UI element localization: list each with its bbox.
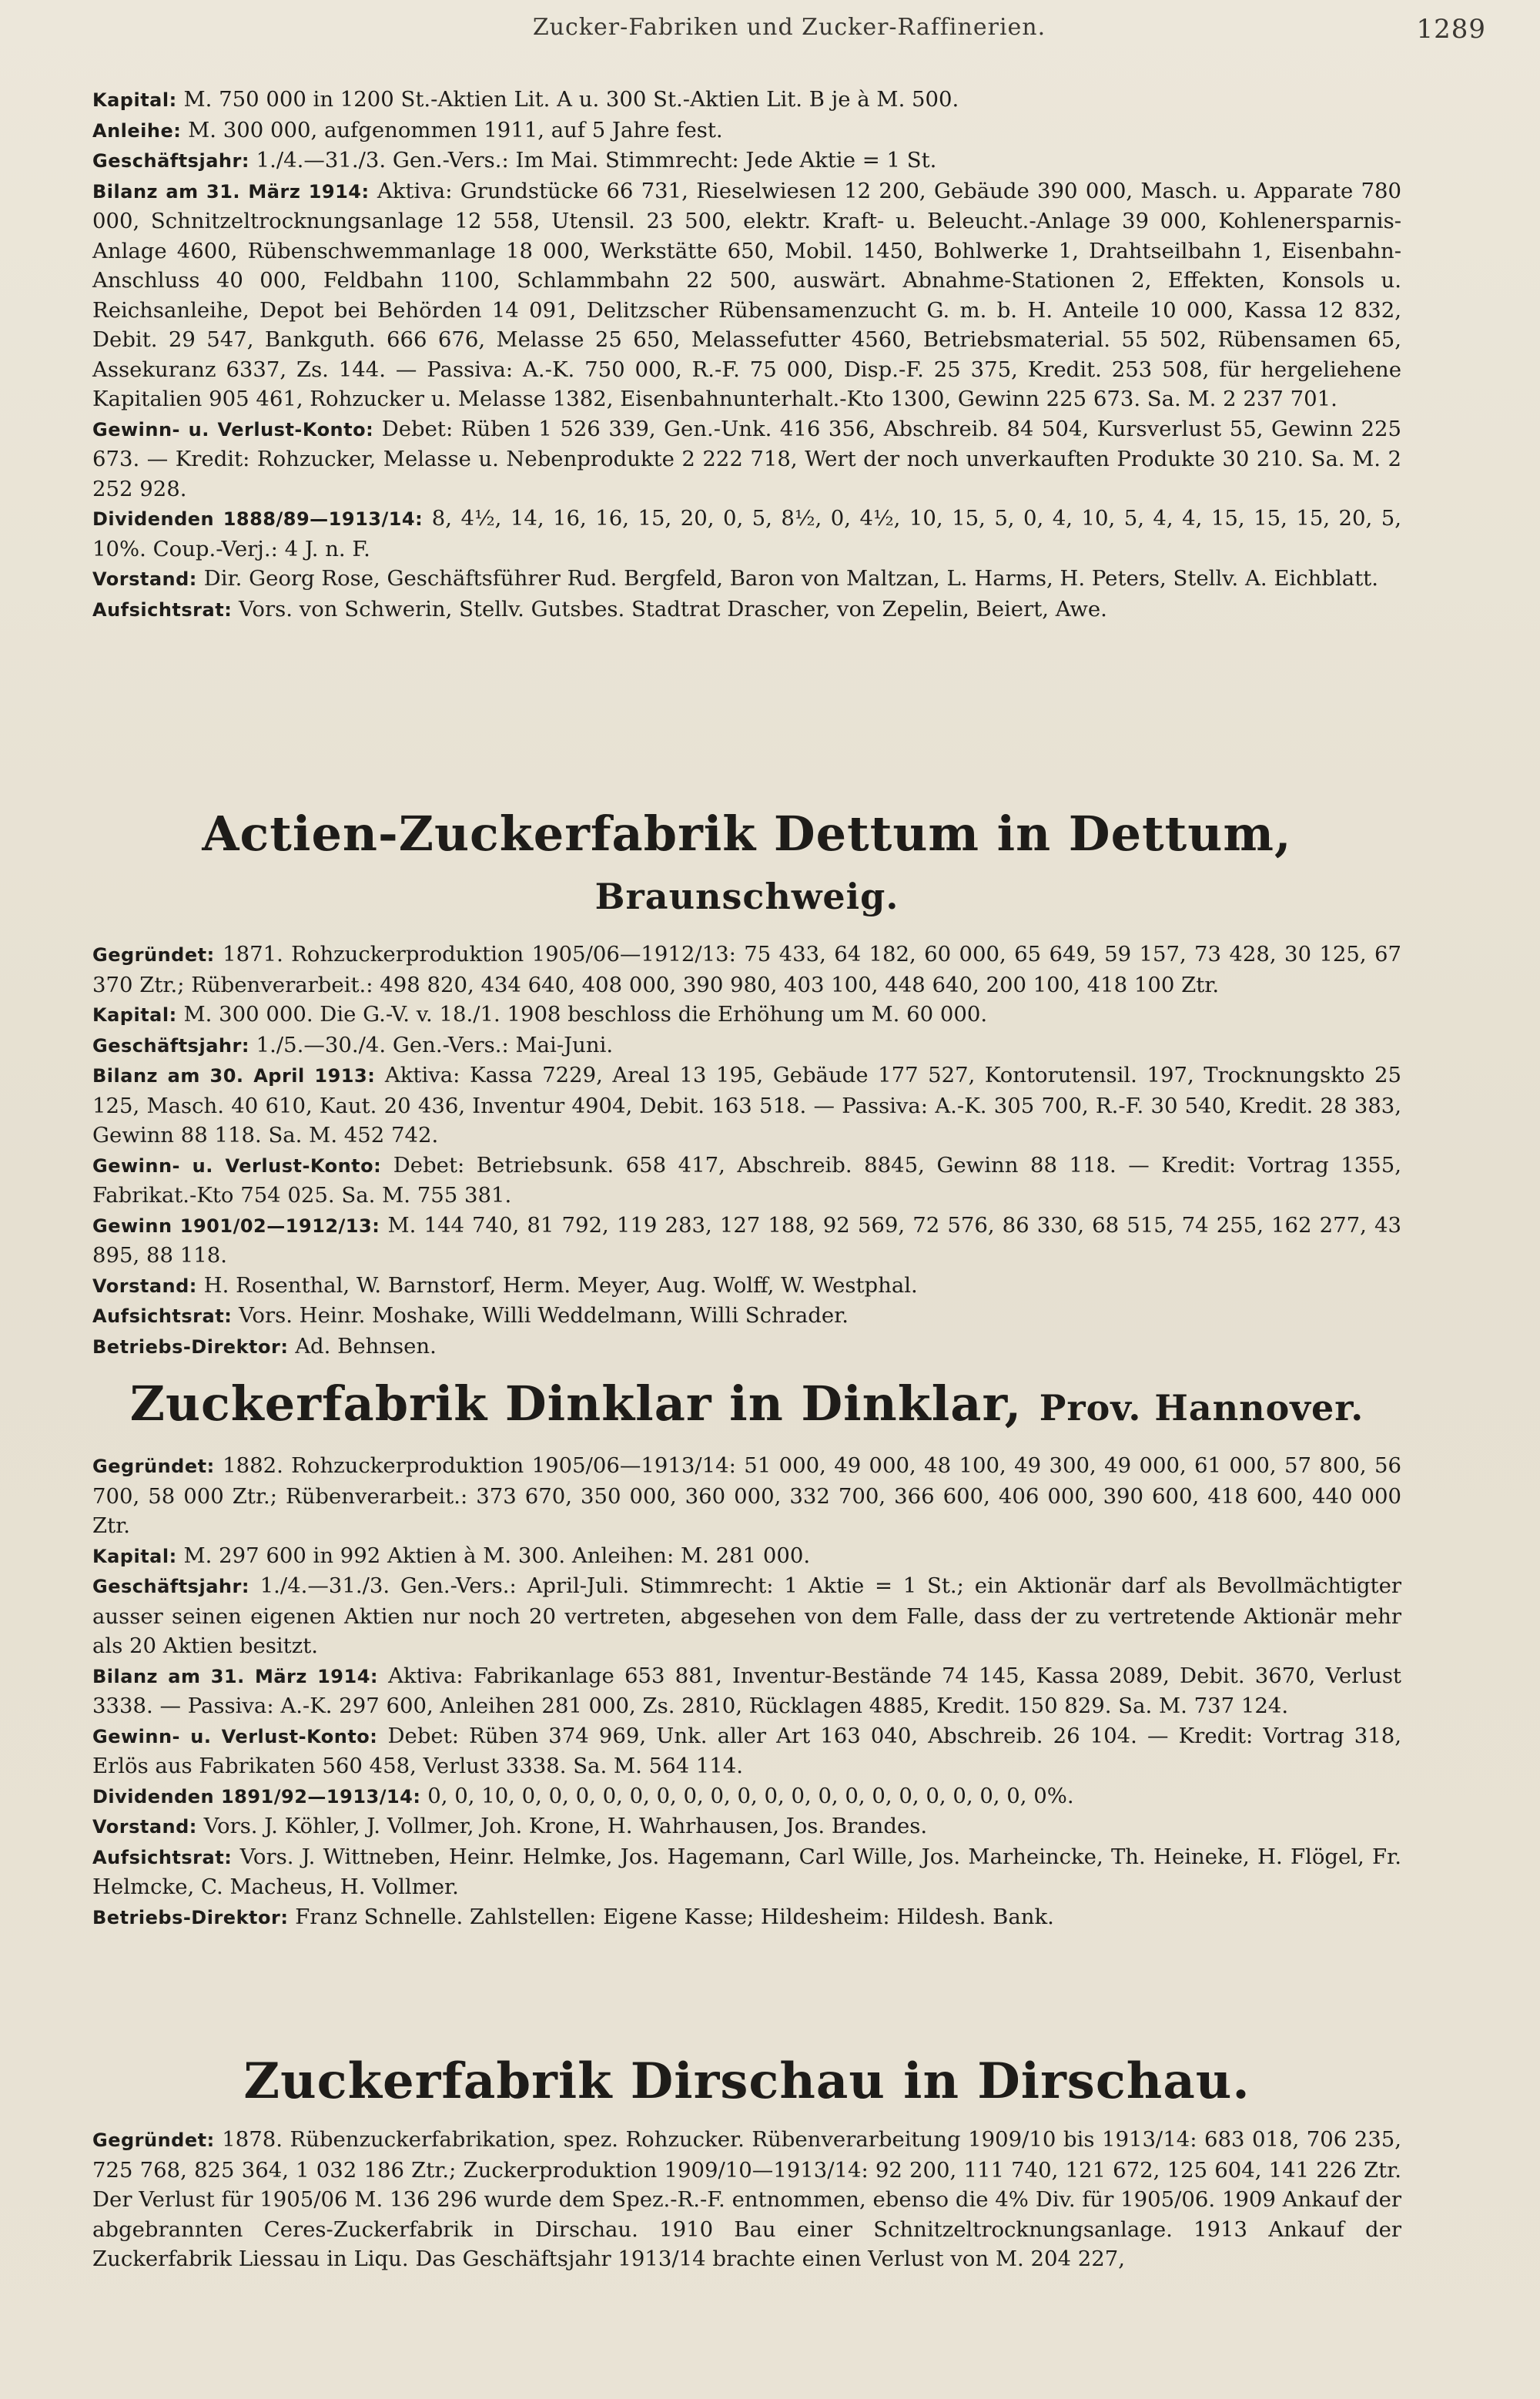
entry-paragraph: Kapital: M. 297 600 in 992 Aktien à M. 300. Anleihen: M. 281 000.: [92, 1543, 811, 1568]
entry-paragraph: Aufsichtsrat: Vors. J. Wittneben, Heinr. Helmke, Jos. Hagemann, Carl Wille, Jos. Marheincke, Th. Heineke, H. Flögel, Fr. Helmcke, C. Macheus, H. Vollmer.: [92, 1844, 1401, 1899]
running-head: [92, 14, 1486, 45]
entry-paragraph: Gewinn 1901/02—1912/13: M. 144 740, 81 792, 119 283, 127 188, 92 569, 72 576, 86 330, 68 515, 74 255, 162 277, 43 895, 88 118.: [92, 1212, 1402, 1268]
entry-paragraph: Aufsichtsrat: Vors. von Schwerin, Stellv. Gutsbes. Stadtrat Drascher, von Zepelin, Beiert, Awe.: [92, 596, 1107, 622]
entry-paragraph: Vorstand: Vors. J. Köhler, J. Vollmer, Joh. Krone, H. Wahrhausen, Jos. Brandes.: [92, 1814, 928, 1838]
entry-paragraph: Dividenden 1888/89—1913/14: 8, 4½, 14, 16, 16, 15, 20, 0, 5, 8½, 0, 4½, 10, 15, 5, 0, 4, 10, 5, 4, 4, 15, 15, 15, 20, 5, 10%. Coup.-Verj.: 4 J. n. F.: [92, 506, 1402, 561]
entry-paragraph: Betriebs-Direktor: Franz Schnelle. Zahlstellen: Eigene Kasse; Hildesheim: Hildesh. Bank.: [92, 1904, 1054, 1929]
entry-paragraph: Gewinn- u. Verlust-Konto: Debet: Betriebsunk. 658 417, Abschreib. 8845, Gewinn 88 118. — Kredit: Vortrag 1355, Fabrikat.-Kto 754 025. Sa. M. 755 381.: [92, 1152, 1401, 1208]
entry-dettum: [92, 805, 1401, 1362]
entry-paragraph: Kapital: M. 300 000. Die G.-V. v. 18./1. 1908 beschloss die Erhöhung um M. 60 000.: [92, 1002, 988, 1027]
page-number: 1289: [1416, 14, 1486, 45]
entry-paragraph: Bilanz am 31. März 1914: Aktiva: Grundstücke 66 731, Rieselwiesen 12 200, Gebäude 390 000, Masch. u. Apparate 780 000, Schnitzeltrocknungsanlage 12 558, Utensil. 23 500, elektr. Kraft- u. Beleucht.-Anlage 39 000, Kohlenersparnis-Anlage 4600, Rübenschwemmanlage 18 000, Werkstätte 650, Mobil. 1450, Bohlwerke 1, Drahtseilbahn 1, Eisenbahn-Anschluss 40 000, Feldbahn 1100, Schlammbahn 22 500, auswärt. Abnahme-Stationen 2, Effekten, Konsols u. Reichsanleihe, Depot bei Behörden 14 091, Delitzscher Rübensamenzucht G. m. b. H. Anteile 10 000, Kassa 12 832, Debit. 29 547, Bankguth. 666 676, Melasse 25 650, Melassefutter 4560, Betriebsmaterial. 55 502, Rübensamen 65, Assekuranz 6337, Zs. 144. — Passiva: A.-K. 750 000, R.-F. 75 000, Disp.-F. 25 375, Kredit. 253 508, für hergeliehene Kapitalien 905 461, Rohzucker u. Melasse 1382, Eisenbahnunterhalt.-Kto 1300, Gewinn 225 673. Sa. M. 2 237 701.: [92, 178, 1402, 411]
entry-paragraph: Geschäftsjahr: 1./5.—30./4. Gen.-Vers.: Mai-Juni.: [92, 1032, 614, 1057]
entry-paragraph: Gegründet: 1878. Rübenzuckerfabrikation, spez. Rohzucker. Rübenverarbeitung 1909/10 bis 1913/14: 683 018, 706 235, 725 768, 825 364, 1 032 186 Ztr.; Zuckerproduktion 1909/10—1913/14: 92 200, 111 740, 121 672, 125 604, 141 226 Ztr. Der Verlust für 1905/06 M. 136 296 wurde dem Spez.-R.-F. entnommen, ebenso die 4% Div. für 1905/06. 1909 Ankauf der abgebrannten Ceres-Zuckerfabrik in Dirschau. 1910 Bau einer Schnitzeltrocknungsanlage. 1913 Ankauf der Zuckerfabrik Liessau in Liqu. Das Geschäftsjahr 1913/14 brachte einen Verlust von M. 204 227,: [92, 2127, 1401, 2271]
entry-paragraph: Geschäftsjahr: 1./4.—31./3. Gen.-Vers.: April-Juli. Stimmrecht: 1 Aktie = 1 St.; ein Aktionär darf als Bevollmächtigter ausser seinen eigenen Aktien nur noch 20 vertreten, abgesehen von dem Falle, dass der zu vertretende Aktionär mehr als 20 Aktien besitzt.: [92, 1573, 1401, 1658]
entry-paragraph: Bilanz am 30. April 1913: Aktiva: Kassa 7229, Areal 13 195, Gebäude 177 527, Kontorutensil. 197, Trocknungskto 25 125, Masch. 40 610, Kaut. 20 436, Inventur 4904, Debit. 163 518. — Passiva: A.-K. 305 700, R.-F. 30 540, Kredit. 28 383, Gewinn 88 118. Sa. M. 452 742.: [92, 1063, 1402, 1148]
entry-paragraph: Dividenden 1891/92—1913/14: 0, 0, 10, 0, 0, 0, 0, 0, 0, 0, 0, 0, 0, 0, 0, 0, 0, 0, 0, 0, 0, 0, 0%.: [92, 1783, 1074, 1808]
entry-paragraph: Aufsichtsrat: Vors. Heinr. Moshake, Willi Weddelmann, Willi Schrader.: [92, 1303, 849, 1328]
entry-paragraph: Gewinn- u. Verlust-Konto: Debet: Rüben 1 526 339, Gen.-Unk. 416 356, Abschreib. 84 504, Kursverlust 55, Gewinn 225 673. — Kredit: Rohzucker, Melasse u. Nebenprodukte 2 222 718, Wert der noch unverkauften Produkte 30 210. Sa. M. 2 252 928.: [92, 416, 1401, 501]
company-heading: Zuckerfabrik Dinklar in Dinklar, Prov. Hannover.: [129, 1375, 1364, 1432]
entry-paragraph: Kapital: M. 750 000 in 1200 St.-Aktien Lit. A u. 300 St.-Aktien Lit. B je à M. 500.: [92, 87, 959, 112]
entry-paragraph: Gewinn- u. Verlust-Konto: Debet: Rüben 374 969, Unk. aller Art 163 040, Abschreib. 26 104. — Kredit: Vortrag 318, Erlös aus Fabrikaten 560 458, Verlust 3338. Sa. M. 564 114.: [92, 1723, 1401, 1778]
running-title: Zucker-Fabriken und Zucker-Raffinerien.: [532, 14, 1046, 41]
entry-paragraph: Vorstand: H. Rosenthal, W. Barnstorf, Herm. Meyer, Aug. Wolff, W. Westphal.: [92, 1272, 918, 1298]
company-heading: Zuckerfabrik Dirschau in Dirschau.: [243, 2052, 1250, 2110]
entry-paragraph: Geschäftsjahr: 1./4.—31./3. Gen.-Vers.: Im Mai. Stimmrecht: Jede Aktie = 1 St.: [92, 148, 937, 173]
entry-paragraph: Bilanz am 31. März 1914: Aktiva: Fabrikanlage 653 881, Inventur-Bestände 74 145, Kassa 2089, Debit. 3670, Verlust 3338. — Passiva: A.-K. 297 600, Anleihen 281 000, Zs. 2810, Rücklagen 4885, Kredit. 150 829. Sa. M. 737 124.: [92, 1663, 1401, 1718]
entry-continuation: [92, 85, 1401, 625]
entry-paragraph: Gegründet: 1871. Rohzuckerproduktion 1905/06—1912/13: 75 433, 64 182, 60 000, 65 649, 59 157, 73 428, 30 125, 67 370 Ztr.; Rübenverarbeit.: 498 820, 434 640, 408 000, 390 980, 403 100, 448 640, 200 100, 418 100 Ztr.: [92, 942, 1401, 997]
entry-paragraph: Gegründet: 1882. Rohzuckerproduktion 1905/06—1913/14: 51 000, 49 000, 48 100, 49 300, 49 000, 61 000, 57 800, 56 700, 58 000 Ztr.; Rübenverarbeit.: 373 670, 350 000, 360 000, 332 700, 366 600, 406 000, 390 600, 418 600, 440 000 Ztr.: [92, 1453, 1401, 1538]
entry-paragraph: Anleihe: M. 300 000, aufgenommen 1911, auf 5 Jahre fest.: [92, 117, 723, 142]
entry-paragraph: Vorstand: Dir. Georg Rose, Geschäftsführer Rud. Bergfeld, Baron von Maltzan, L. Harms, H. Peters, Stellv. A. Eichblatt.: [92, 566, 1378, 591]
entry-dirschau: [92, 2052, 1401, 2274]
company-heading: Actien-Zuckerfabrik Dettum in Dettum, Braunschweig.: [202, 806, 1292, 917]
entry-dinklar: [92, 1375, 1401, 1932]
entry-paragraph: Betriebs-Direktor: Ad. Behnsen.: [92, 1333, 437, 1359]
